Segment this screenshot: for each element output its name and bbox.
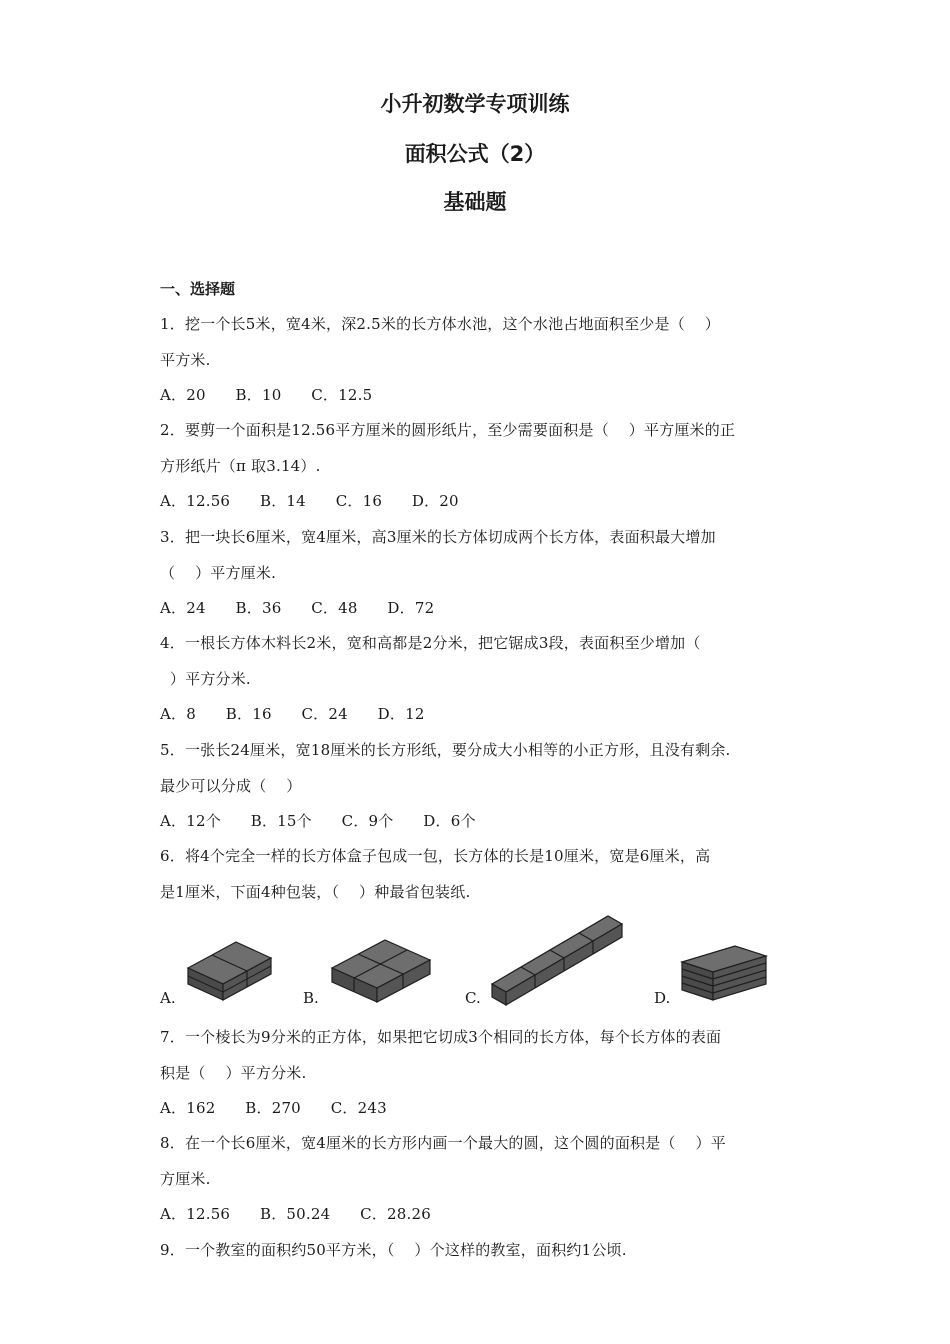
q5-line2: 最少可以分成（ ） [160, 777, 302, 795]
page-subtitle: 面积公式（2） [404, 142, 546, 166]
q6-line1: 6．将4个完全一样的长方体盒子包成一包，长方体的长是10厘米，宽是6厘米，高 [160, 847, 711, 865]
q8-line1: 8．在一个长6厘米，宽4厘米的长方形内画一个最大的圆，这个圆的面积是（ ）平 [160, 1134, 726, 1152]
q3-line1: 3．把一块长6厘米，宽4厘米，高3厘米的长方体切成两个长方体，表面积最大增加 [160, 528, 716, 546]
q1-line2: 平方米. [160, 351, 211, 369]
q6-figure-label-b: B. [303, 989, 319, 1007]
q8-options: A．12.56 B．50.24 C．28.26 [160, 1205, 431, 1223]
q6-figure-c-box-icon [490, 912, 625, 1008]
q6-figure-d-box-icon [680, 944, 770, 1004]
section-title: 一、选择题 [160, 280, 236, 298]
q5-line1: 5．一张长24厘米，宽18厘米的长方形纸，要分成大小相等的小正方形，且没有剩余. [160, 741, 731, 759]
q7-line2: 积是（ ）平方分米. [160, 1064, 307, 1082]
difficulty-level: 基础题 [443, 190, 507, 214]
q4-line1: 4．一根长方体木料长2米，宽和高都是2分米，把它锯成3段，表面积至少增加（ [160, 634, 701, 652]
q2-line2: 方形纸片（π 取3.14）. [160, 457, 321, 475]
q8-line2: 方厘米. [160, 1170, 211, 1188]
q6-line2: 是1厘米，下面4种包装，（ ）种最省包装纸. [160, 883, 471, 901]
q2-line1: 2．要剪一个面积是12.56平方厘米的圆形纸片，至少需要面积是（ ）平方厘米的正 [160, 421, 736, 439]
q6-figure-b-box-icon [330, 938, 434, 1004]
q3-options: A．24 B．36 C．48 D．72 [160, 599, 435, 617]
q5-options: A．12个 B．15个 C．9个 D．6个 [160, 812, 476, 830]
q6-figure-label-d: D. [654, 989, 671, 1007]
q2-options: A．12.56 B．14 C．16 D．20 [160, 492, 459, 510]
q6-figure-a-box-icon [186, 940, 276, 1005]
q7-line1: 7．一个棱长为9分米的正方体，如果把它切成3个相同的长方体，每个长方体的表面 [160, 1028, 722, 1046]
q3-line2: （ ）平方厘米. [160, 564, 277, 582]
q4-line2: ）平方分米. [160, 670, 251, 688]
q6-figure-label-a: A. [160, 989, 176, 1007]
q1-options: A．20 B．10 C．12.5 [160, 386, 373, 404]
q4-options: A．8 B．16 C．24 D．12 [160, 705, 425, 723]
q6-figure-label-c: C. [465, 989, 481, 1007]
q1-line1: 1．挖一个长5米，宽4米，深2.5米的长方体水池，这个水池占地面积至少是（ ） [160, 315, 720, 333]
page-title: 小升初数学专项训练 [380, 92, 570, 116]
q7-options: A．162 B．270 C．243 [160, 1099, 387, 1117]
q9-line1: 9．一个教室的面积约50平方米，（ ）个这样的教室，面积约1公顷. [160, 1241, 627, 1259]
